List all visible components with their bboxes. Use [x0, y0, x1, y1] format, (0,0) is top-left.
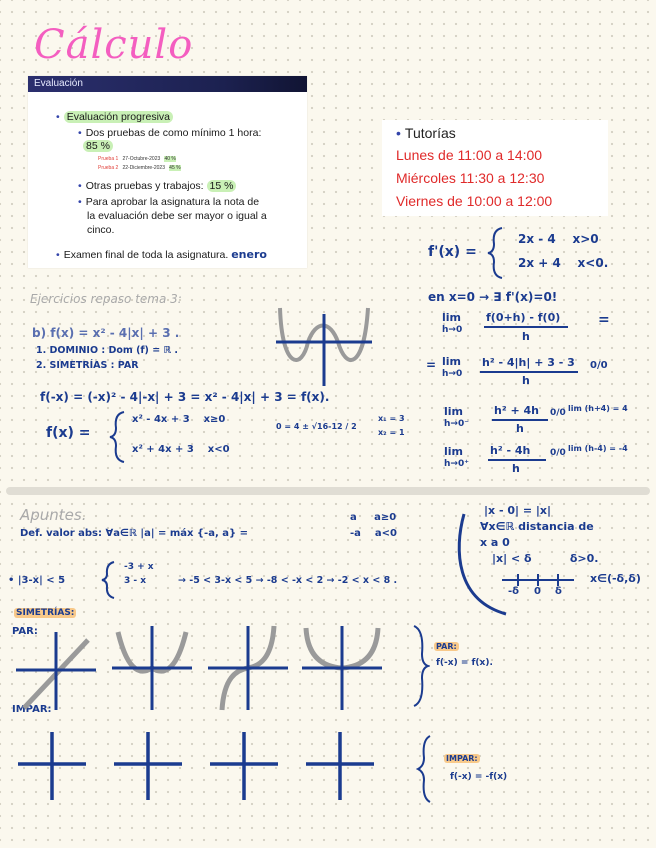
equals-sign: =	[426, 358, 437, 372]
symmetries-label	[14, 608, 76, 618]
tutorias-title: • Tutorías	[396, 125, 456, 141]
limit-3-result: 0/0	[550, 408, 566, 418]
slide-item-examen	[56, 248, 267, 262]
limit-4-right: lim (h-4) = -4	[568, 444, 628, 453]
limit-3-right: lim (h+4) = 4	[568, 404, 628, 413]
tick-label: 0	[534, 586, 541, 597]
symmetries-chip: SIMETRÍAS:	[16, 608, 75, 618]
lim-sub: h→0	[442, 369, 463, 379]
impar-axes-2-icon	[112, 730, 184, 802]
limit-4-den: h	[512, 462, 520, 475]
limit-1-num: f(0+h) - f(0)	[486, 311, 561, 324]
slide-pct-15: 15 %	[207, 180, 237, 192]
f-def-case: x² + 4x + 3 x<0	[132, 444, 230, 455]
fraction-bar	[484, 326, 568, 328]
lim-word: lim	[444, 445, 464, 458]
par-graph-3-icon	[206, 622, 290, 712]
f-minus-x-line: f(-x) = (-x)² - 4|-x| + 3 = x² - 4|x| + 3 = f(x).	[40, 390, 330, 404]
limit-1-word	[442, 312, 462, 336]
slide-header: Evaluación	[28, 76, 307, 92]
slide-pct-85	[83, 139, 113, 153]
test-name: Prueba 1	[98, 156, 119, 162]
tick-label: δ	[555, 586, 562, 597]
def-abs-case: -a a<0	[350, 528, 397, 539]
brace-icon	[108, 410, 128, 464]
slide-sub-otras	[78, 179, 236, 193]
fraction-bar	[488, 459, 546, 461]
lim-word: lim	[444, 405, 464, 418]
impar-axes-1-icon	[16, 730, 88, 802]
limit-2-num: h² - 4|h| + 3 - 3	[482, 356, 575, 369]
interval-label: x∈(-δ,δ)	[590, 572, 641, 585]
inequality-case: -3 + x	[124, 562, 154, 572]
brace-icon	[486, 226, 506, 280]
slide-pct-85-text: 85 %	[83, 140, 113, 152]
abs-right-line: x a 0	[480, 536, 510, 549]
tutorias-line: Lunes de 11:00 a 14:00	[396, 147, 543, 163]
f-def-case: x² - 4x + 3 x≥0	[132, 414, 226, 425]
tutorias-box	[382, 120, 608, 216]
limit-2-den: h	[522, 374, 530, 387]
slide-test-row	[98, 165, 181, 171]
tutorias-line: Miércoles 11:30 a 12:30	[396, 170, 545, 186]
impar-axes-3-icon	[208, 730, 280, 802]
equals-sign: =	[598, 312, 610, 328]
par-graph-1-icon	[14, 628, 98, 712]
page-title: Cálculo	[34, 22, 194, 68]
test-name: Prueba 2	[98, 165, 119, 171]
inequality-left: • |3-x| < 5	[8, 575, 66, 586]
lim-sub: h→0	[442, 325, 463, 335]
inequality-case: 3 - x	[124, 576, 147, 586]
slide-item-examen-text: Examen final de toda la asignatura.	[63, 249, 229, 261]
lim-word: lim	[442, 311, 462, 324]
limit-1-den: h	[522, 330, 530, 343]
par-right-eq: f(-x) = f(x).	[436, 658, 493, 668]
tick-label: -δ	[508, 586, 520, 597]
f-def-left: f(x) =	[46, 425, 91, 441]
root-value: x₁ = 3	[378, 414, 405, 423]
impar-right-eq: f(-x) = -f(x)	[450, 772, 508, 782]
limit-4-result: 0/0	[550, 448, 566, 458]
w-graph-icon	[272, 300, 376, 388]
par-graph-4-icon	[300, 622, 384, 712]
exercises-title: Ejercicios repaso tema 3:	[30, 292, 182, 306]
derivative-left: f'(x) =	[428, 244, 477, 260]
abs-right-line: ∀x∈ℝ distancia de	[480, 520, 594, 533]
test-date: 22-Diciembre-2023	[122, 165, 165, 171]
limit-4-num: h² - 4h	[490, 444, 531, 457]
test-date: 27-Octubre-2023	[122, 156, 161, 162]
abs-right-line: |x| < δ δ>0.	[492, 552, 599, 565]
test-pct: 45 %	[169, 165, 181, 171]
par-chip: PAR:	[436, 642, 457, 651]
lim-sub: h→0⁺	[444, 459, 469, 469]
exercise-b: b) f(x) = x² - 4|x| + 3 .	[32, 326, 180, 340]
test-pct: 40 %	[164, 156, 176, 162]
slide-sub-aprobar-l1: • Para aprobar la asignatura la nota de	[78, 195, 259, 209]
impar-chip: IMPAR:	[446, 754, 478, 763]
limit-4-word	[444, 446, 469, 470]
limit-3-num: h² + 4h	[494, 404, 540, 417]
section-divider	[6, 487, 650, 495]
limit-2-word	[442, 356, 462, 380]
brace-icon	[100, 560, 118, 600]
impar-axes-4-icon	[304, 730, 376, 802]
root-value: x₂ = 1	[378, 428, 405, 437]
impar-right-label	[444, 754, 480, 763]
slide-sub-dos-pruebas: • Dos pruebas de como mínimo 1 hora:	[78, 126, 261, 140]
par-label: PAR:	[12, 626, 38, 637]
slide-item-progresiva-text: Evaluación progresiva	[64, 111, 173, 123]
slide-note-enero: enero	[231, 248, 267, 261]
abs-right-line: |x - 0| = |x|	[484, 504, 552, 517]
par-right-label	[434, 642, 459, 651]
inequality-right: → -5 < 3-x < 5 → -8 < -x < 2 → -2 < x < 8 .	[178, 575, 398, 586]
limit-3-word	[444, 406, 469, 430]
def-abs-line: Def. valor abs: ∀a∈ℝ |a| = máx {-a, a} =	[20, 528, 248, 539]
def-abs-case: a a≥0	[350, 512, 397, 523]
impar-label: IMPAR:	[12, 704, 52, 715]
fraction-bar	[492, 419, 548, 421]
brace-icon	[416, 734, 436, 804]
dominio-line: 1. DOMINIO : Dom (f) = ℝ .	[36, 345, 178, 356]
tutorias-line: Viernes de 10:00 a 12:00	[396, 193, 553, 209]
derivative-case: 2x - 4 x>0	[518, 232, 599, 246]
slide-item-progresiva	[56, 110, 173, 124]
slide-sub-otras-text: Otras pruebas y trabajos:	[85, 180, 204, 192]
fraction-bar	[480, 371, 578, 373]
evaluation-slide	[28, 76, 307, 268]
slide-test-row	[98, 156, 176, 162]
simetrias-line: 2. SIMETRÍAS : PAR	[36, 360, 139, 371]
par-graph-2-icon	[110, 622, 194, 712]
derivative-case: 2x + 4 x<0.	[518, 256, 609, 270]
limit-3-den: h	[516, 422, 524, 435]
lim-sub: h→0⁻	[444, 419, 469, 429]
roots-equation: 0 = 4 ± √16-12 / 2	[276, 422, 357, 431]
brace-icon	[408, 624, 430, 708]
lim-word: lim	[442, 355, 462, 368]
slide-sub-aprobar-l2: la evaluación debe ser mayor o igual a	[87, 210, 267, 222]
at-zero-note: en x=0 → ∃ f'(x)=0!	[428, 290, 558, 304]
limit-2-result: 0/0	[590, 360, 608, 371]
slide-sub-aprobar-l3: cinco.	[87, 224, 115, 236]
apuntes-title: Apuntes.	[20, 506, 87, 524]
